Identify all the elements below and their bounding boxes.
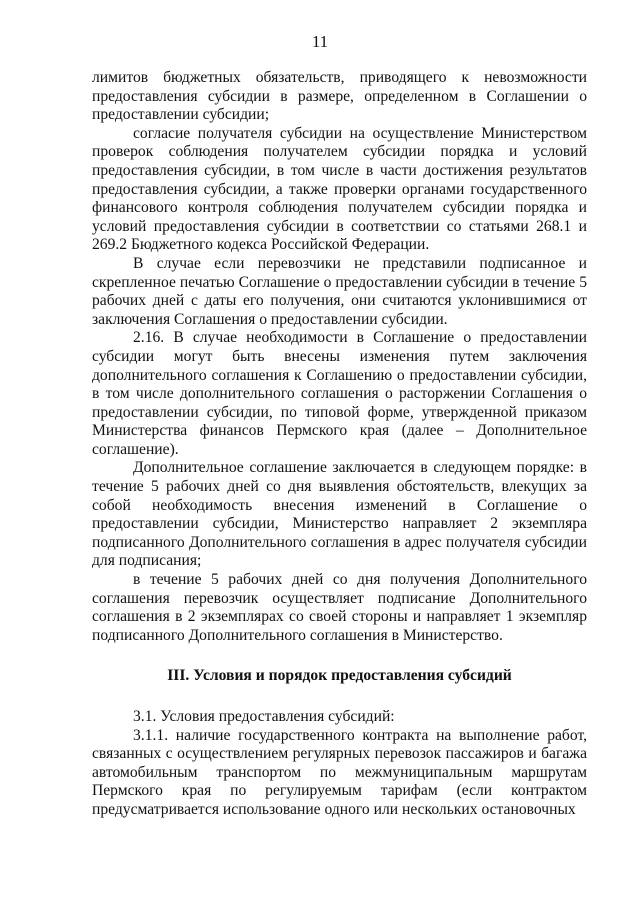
section-heading: III. Условия и порядок предоставления субсидий (167, 667, 512, 685)
paragraph: В случае если перевозчики не представили подписанное и скрепленное печатью Соглашение о предоставлении субсидии в течение 5 рабочих дней с даты его получения, они считаются уклонившимися от заключения Соглашения о предоставлении субсидии. (92, 254, 587, 328)
paragraph: 3.1.1. наличие государственного контракта на выполнение работ, связанных с осуществлением регулярных перевозок пассажиров и багажа автомобильным транспортом по межмуниципальным маршрутам Пермского края по регулируемым тарифам (если контрактом предусматривается использование одного или нескольких остановочных (92, 726, 587, 818)
page-number: 11 (311, 32, 329, 51)
paragraph: согласие получателя субсидии на осуществление Министерством проверок соблюдения получателем субсидии порядка и условий предоставления субсидии, в том числе в части достижения результатов предоставления субсидии, а также проверки органами государственного финансового контроля соблюдения получателем субсидии порядка и условий предоставления субсидии в соответствии со статьями 268.1 и 269.2 Бюджетного кодекса Российской Федерации. (92, 124, 587, 254)
paragraph: 3.1. Условия предоставления субсидий: (133, 708, 395, 725)
paragraph: Дополнительное соглашение заключается в следующем порядке: в течение 5 рабочих дней со дня выявления обстоятельств, влекущих за собой необходимость внесения изменений в Соглашение о предоставлении субсидии, Министерство направляет 2 экземпляра подписанного Дополнительного соглашения в адрес получателя субсидии для подписания; (92, 459, 587, 570)
paragraph: в течение 5 рабочих дней со дня получения Дополнительного соглашения перевозчик осуществляет подписание Дополнительного соглашения в 2 экземплярах со своей стороны и направляет 1 экземпляр подписанного Дополнительного соглашения в Министерство. (92, 571, 587, 644)
paragraph: 2.16. В случае необходимости в Соглашение о предоставлении субсидии могут быть внесены изменения путем заключения дополнительного соглашения к Соглашению о предоставлении субсидии, в том числе дополнительного соглашения о расторжении Соглашения о предоставлении субсидии, по типовой форме, утвержденной приказом Министерства финансов Пермского края (далее – Дополнительное соглашение). (92, 329, 587, 458)
paragraph: лимитов бюджетных обязательств, приводящего к невозможности предоставления субсидии в размере, определенном в Соглашении о предоставлении субсидии; (92, 69, 587, 124)
document-body (92, 69, 587, 820)
